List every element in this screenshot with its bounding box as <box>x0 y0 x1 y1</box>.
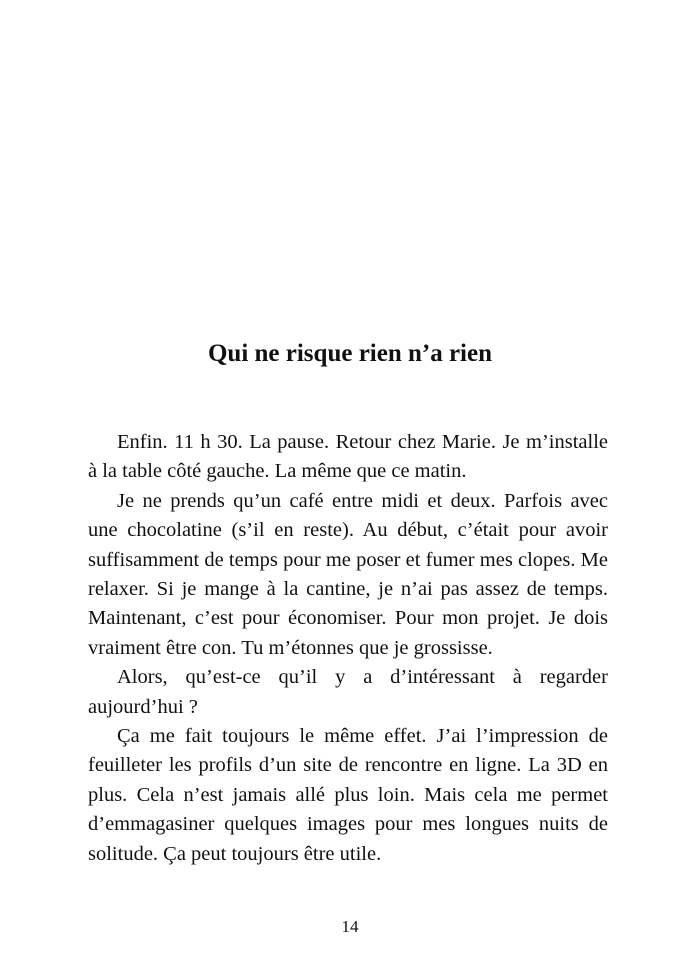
paragraph-2: Je ne prends qu’un café entre midi et deux. Parfois avec une chocolatine (s’il en reste). Au début, c’était pour avoir suffisamment de temps pour me poser et fumer mes clopes. Me relaxer. Si je mange à la cantine, je n’ai pas assez de temps. Maintenant, c’est pour économiser. Pour mon projet. Je dois vraiment être con. Tu m’étonnes que je grossisse. <box>88 489 608 659</box>
paragraph-1: Enfin. 11 h 30. La pause. Retour chez Marie. Je m’installe à la table côté gauche. La même que ce matin. <box>88 431 608 483</box>
chapter-title: Qui ne risque rien n’a rien <box>207 340 493 367</box>
body-text <box>88 428 608 869</box>
paragraph-3: Alors, qu’est-ce qu’il y a d’intéressant à regarder aujourd’hui ? <box>88 666 608 718</box>
page-number: 14 <box>341 917 359 936</box>
paragraph-4: Ça me fait toujours le même effet. J’ai l’impression de feuilleter les profils d’un site de rencontre en ligne. La 3D en plus. Cela n’est jamais allé plus loin. Mais cela me permet d’emmagasiner quelques images pour mes longues nuits de solitude. Ça peut toujours être utile. <box>88 725 608 865</box>
